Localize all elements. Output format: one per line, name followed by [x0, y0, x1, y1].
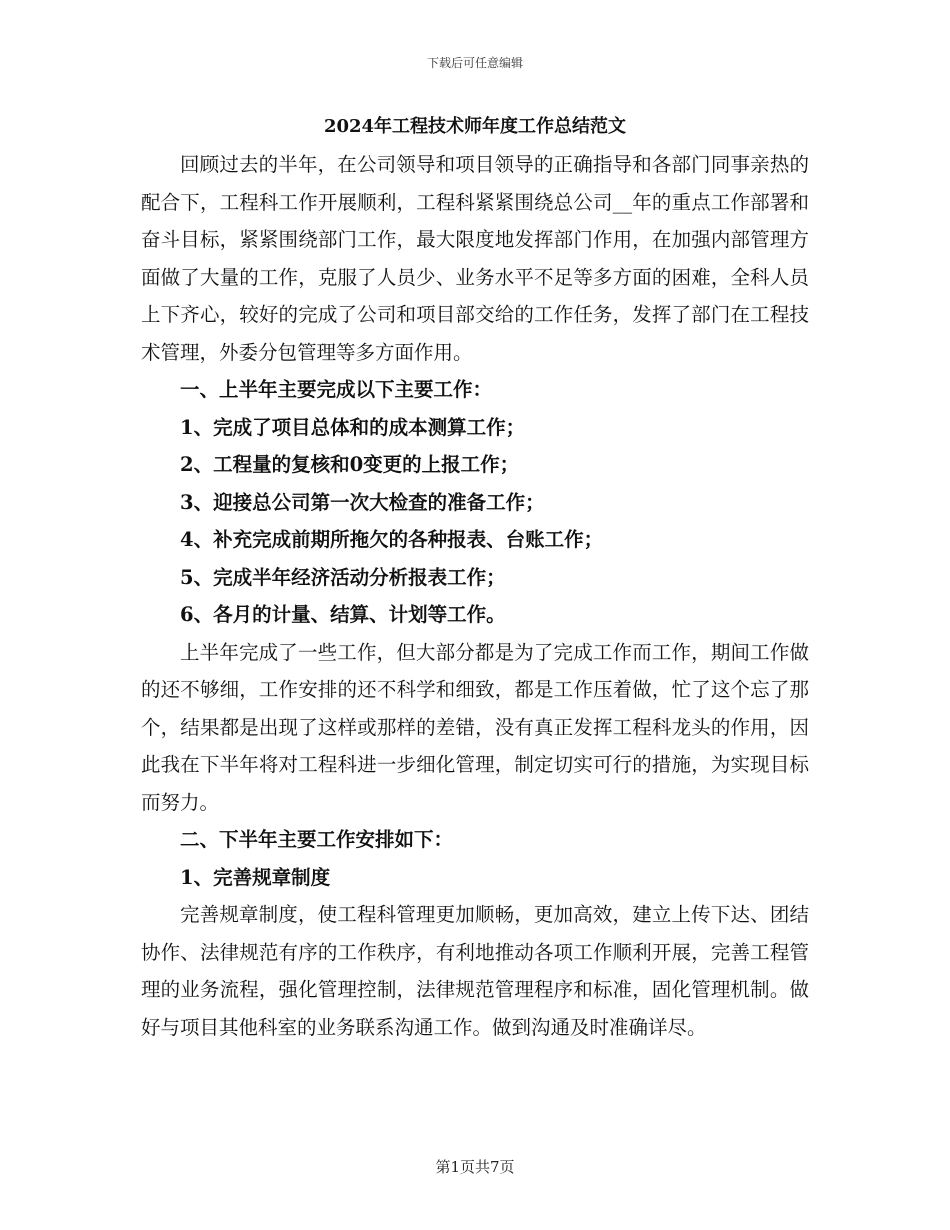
list-item: 1、完成了项目总体和的成本测算工作；	[180, 415, 526, 439]
intro-paragraph: 回顾过去的半年，在公司领导和项目领导的正确指导和各部门同事亲热的配合下，工程科工作开展顺利，工程科紧紧围绕总公司__年的重点工作部署和奋斗目标，紧紧围绕部门工作，最大限度地发挥部门作用，在加强内部管理方面做了大量的工作，克服了人员少、业务水平不足等多方面的困难，全科人员上下齐心，较好的完成了公司和项目部交给的工作任务，发挥了部门在工程技术管理，外委分包管理等多方面作用。	[141, 153, 809, 364]
section2-heading: 二、下半年主要工作安排如下：	[180, 828, 454, 851]
section2-sub1-heading: 1、完善规章制度	[180, 865, 331, 889]
list-item: 6、各月的计量、结算、计划等工作。	[180, 603, 506, 626]
section1-heading: 一、上半年主要完成以下主要工作：	[180, 378, 493, 401]
document-title: 2024年工程技术师年度工作总结范文	[323, 116, 627, 137]
header-note: 下载后可任意编辑	[426, 56, 523, 70]
list-item: 5、完成半年经济活动分析报表工作；	[180, 565, 506, 589]
section1-summary: 上半年完成了一些工作，但大部分都是为了完成工作而工作，期间工作做的还不够细，工作安排的还不科学和细致，都是工作压着做，忙了这个忘了那个，结果都是出现了这样或那样的差错，没有真正发挥工程科龙头的作用，因此我在下半年将对工程科进一步细化管理，制定切实可行的措施，为实现目标而努力。	[141, 640, 809, 814]
section2-sub1-body: 完善规章制度，使工程科管理更加顺畅，更加高效，建立上传下达、团结协作、法律规范有序的工作秩序，有利地推动各项工作顺利开展，完善工程管理的业务流程，强化管理控制，法律规范管理程序和标准，固化管理机制。做好与项目其他科室的业务联系沟通工作。做到沟通及时准确详尽。	[141, 903, 809, 1039]
document-body	[141, 112, 809, 1046]
section1-list	[141, 409, 809, 634]
list-item: 2、工程量的复核和0变更的上报工作；	[180, 453, 520, 476]
list-item: 4、补充完成前期所拖欠的各种报表、台账工作；	[180, 528, 604, 551]
page-footer: 第1页共7页	[435, 1158, 515, 1176]
list-item: 3、迎接总公司第一次大检查的准备工作；	[180, 490, 545, 514]
